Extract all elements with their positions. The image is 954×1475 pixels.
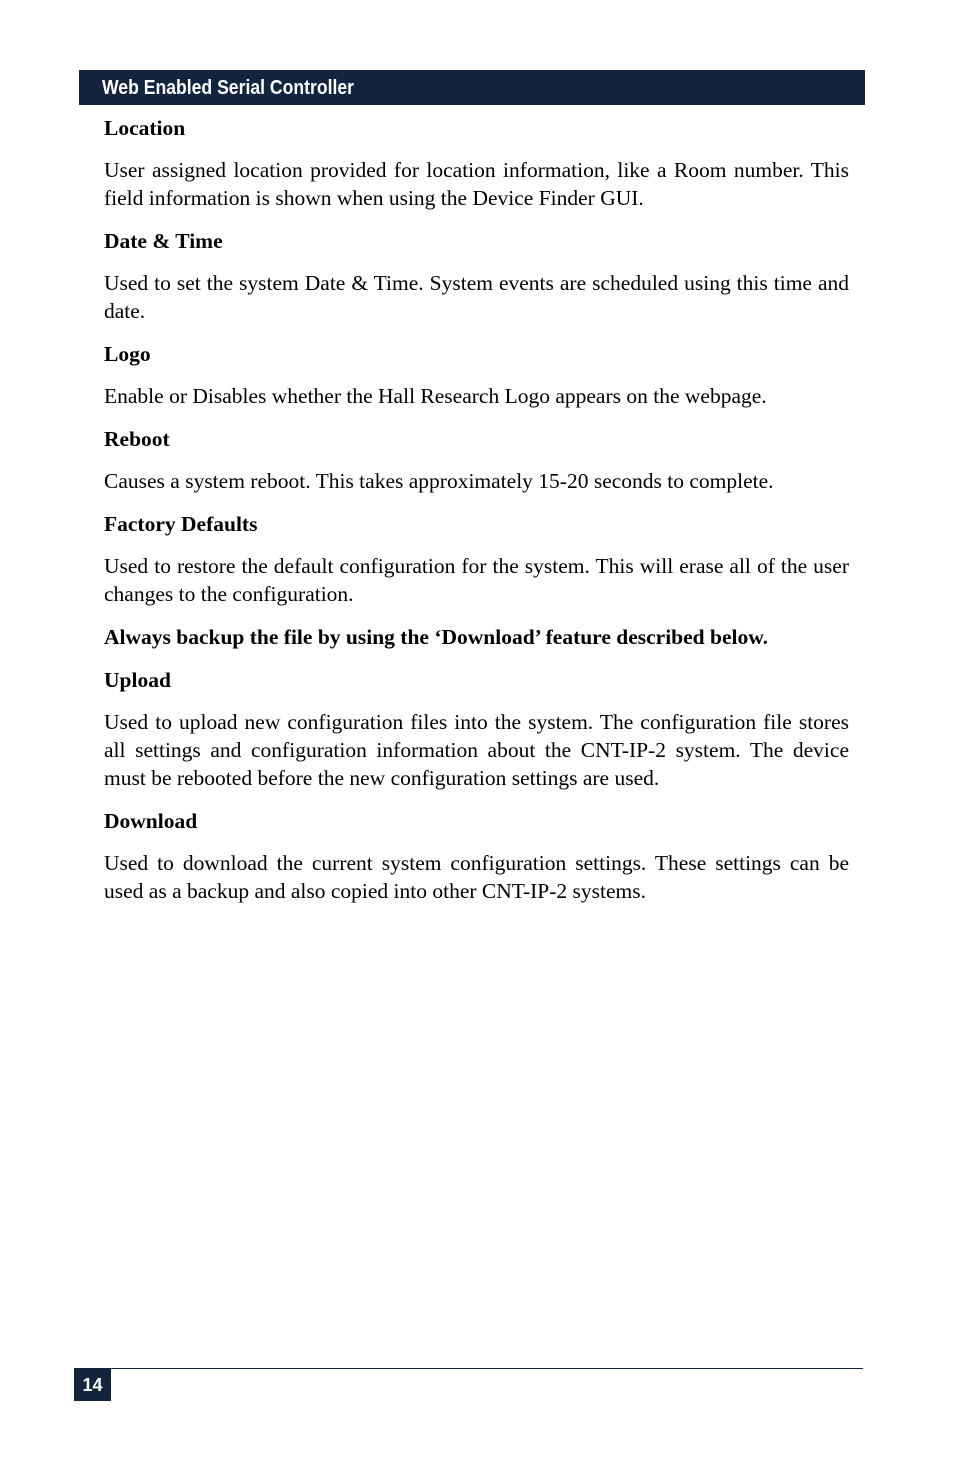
section-heading: Reboot (104, 427, 170, 451)
section-body: Used to set the system Date & Time. System events are scheduled using this time and date. (104, 271, 849, 323)
section-logo (104, 340, 849, 410)
section-body: Used to restore the default configuration for the system. This will erase all of the user changes to the configuration. (104, 554, 849, 606)
section-heading: Date & Time (104, 229, 223, 253)
footer-rule (74, 1368, 863, 1369)
section-body: Enable or Disables whether the Hall Research Logo appears on the webpage. (104, 384, 767, 408)
section-heading: Logo (104, 342, 151, 366)
section-date-time (104, 227, 849, 325)
page-number-badge (74, 1369, 111, 1401)
section-download (104, 807, 849, 905)
section-body: Causes a system reboot. This takes approximately 15-20 seconds to complete. (104, 469, 774, 493)
section-factory-defaults (104, 510, 849, 651)
section-reboot (104, 425, 849, 495)
section-body: Used to upload new configuration files into the system. The configuration file stores all settings and configuration information about the CNT-IP-2 system. The device must be rebooted before the new configuration settings are used. (104, 710, 849, 790)
section-body: Used to download the current system configuration settings. These settings can be used as a backup and also copied into other CNT-IP-2 systems. (104, 851, 849, 903)
section-heading: Location (104, 116, 186, 140)
page-number: 14 (82, 1375, 103, 1395)
header-bar (79, 70, 865, 105)
section-heading: Upload (104, 668, 171, 692)
section-upload (104, 666, 849, 792)
document-title: Web Enabled Serial Controller (102, 77, 354, 99)
section-body: User assigned location provided for location information, like a Room number. This field information is shown when using the Device Finder GUI. (104, 158, 849, 210)
section-location (104, 114, 849, 212)
section-heading: Factory Defaults (104, 512, 258, 536)
backup-warning: Always backup the file by using the ‘Download’ feature described below. (104, 625, 768, 649)
page-content (104, 114, 849, 920)
section-heading: Download (104, 809, 198, 833)
